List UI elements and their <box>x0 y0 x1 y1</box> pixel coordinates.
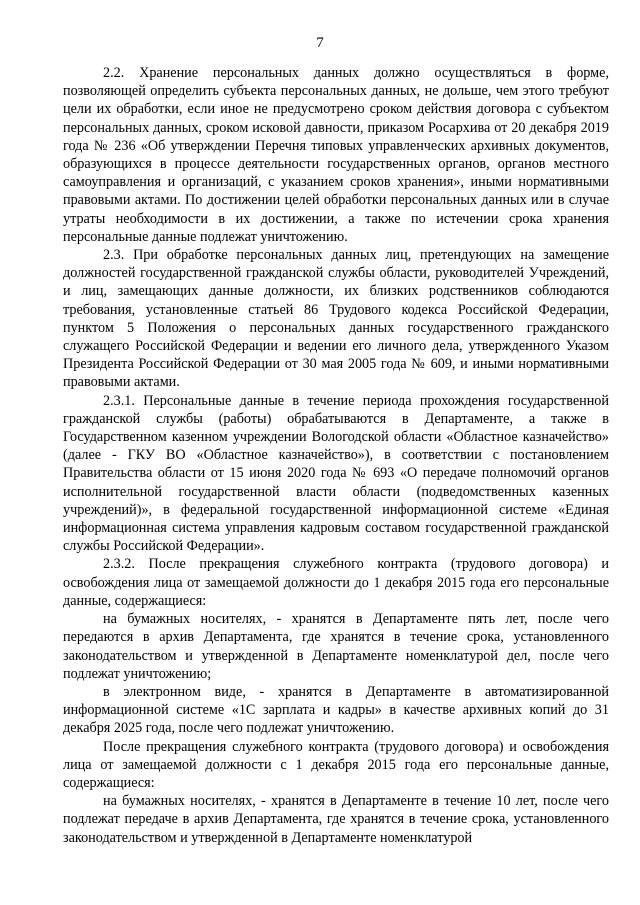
paragraph-electronic-storage: в электронном виде, - хранятся в Департаменте в автоматизированной информационной системе «1С зарплата и кадры» в качестве архивных копий до 31 декабря 2025 года, после чего подлежат уничтожению. <box>63 683 609 737</box>
paragraph-2-2: 2.2. Хранение персональных данных должно осуществляться в форме, позволяющей определить субъекта персональных данных, не дольше, чем этого требуют цели их обработки, если иное не предусмотрено сроком действия договора с субъектом персональных данных, сроком исковой давности, приказом Росархива от 20 декабря 2019 года № 236 «Об утверждении Перечня типовых управленческих архивных документов, образующихся в процессе деятельности государственных органов, органов местного самоуправления и организаций, с указанием сроков хранения», иными нормативными правовыми актами. По достижении целей обработки персональных данных или в случае утраты необходимости в их достижении, а также по истечении срока хранения персональные данные подлежат уничтожению. <box>63 65 609 245</box>
paragraph-2-3: 2.3. При обработке персональных данных лиц, претендующих на замещение должностей государственной гражданской службы области, руководителей Учреждений, и лиц, замещающих данные должности, их близких родственников соблюдаются требования, установленные статьей 86 Трудового кодекса Российской Федерации, пунктом 5 Положения о персональных данных государственного гражданского служащего Российской Федерации и ведении его личного дела, утвержденного Указом Президента Российской Федерации от 30 мая 2005 года № 609, и иными нормативными правовыми актами. <box>63 247 609 391</box>
paragraph-after-2015: После прекращения служебного контракта (трудового договора) и освобождения лица от замещаемой должности с 1 декабря 2015 года его персональные данные, содержащиеся: <box>63 738 609 791</box>
page-number: 7 <box>316 35 324 51</box>
paragraph-2-3-1: 2.3.1. Персональные данные в течение периода прохождения государственной гражданской службы (работы) обрабатываются в Департаменте, а также в Государственном казенном учреждении Вологодской области «Областное казначейство» (далее - ГКУ ВО «Областное казначейство»), в соответствии с постановлением Правительства области от 15 июня 2020 года № 693 «О передаче полномочий органов исполнительной государственной власти области (подведомственных казенных учреждений)», в федеральной государственной информационной системе «Единая информационная система управления кадровым составом государственной гражданской службы Российской Федерации». <box>63 392 609 555</box>
paragraph-paper-storage-before-2015: на бумажных носителях, - хранятся в Департаменте пять лет, после чего передаются в архив Департамента, где хранятся в течение срока, установленного законодательством и утвержденной в Департаменте номенклатурой дел, после чего подлежат уничтожению; <box>63 611 609 682</box>
document-body <box>63 64 609 847</box>
paragraph-paper-storage-after-2015: на бумажных носителях, - хранятся в Департаменте в течение 10 лет, после чего подлежат передаче в архив Департамента, где хранятся в течение срока, установленного законодательством и утвержденной в Департаменте номенклатурой <box>63 793 609 846</box>
paragraph-2-3-2: 2.3.2. После прекращения служебного контракта (трудового договора) и освобождения лица от замещаемой должности до 1 декабря 2015 года его персональные данные, содержащиеся: <box>63 556 609 609</box>
